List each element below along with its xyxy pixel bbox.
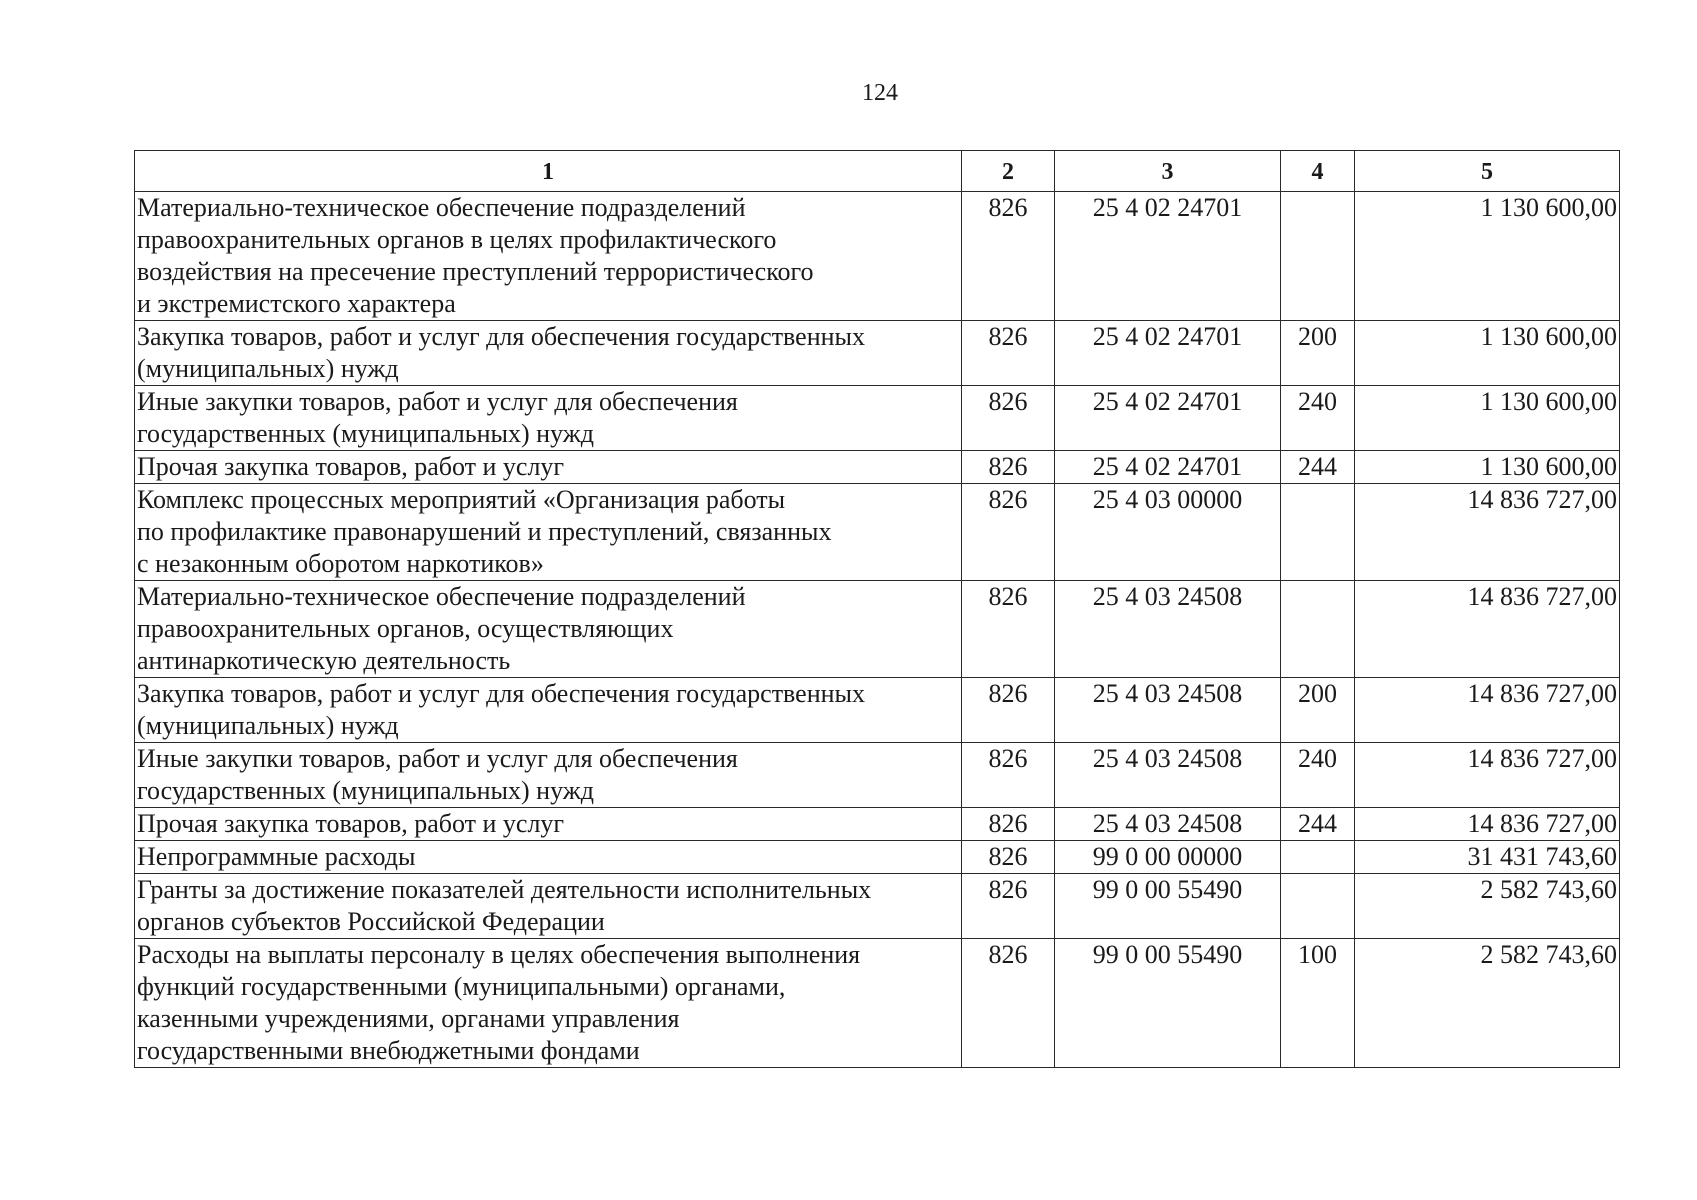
row-name: Гранты за достижение показателей деятельности исполнительных органов субъектов Российской Федерации (135, 874, 962, 939)
row-vr (1281, 581, 1355, 678)
row-name: Материально-техническое обеспечение подразделений правоохранительных органов, осуществляющих антинаркотическую деятельность (135, 581, 962, 678)
row-amount: 14 836 727,00 (1355, 808, 1620, 841)
row-csr: 25 4 02 24701 (1055, 451, 1281, 484)
row-grbs: 826 (962, 192, 1055, 321)
row-amount: 14 836 727,00 (1355, 484, 1620, 581)
row-vr: 244 (1281, 451, 1355, 484)
row-amount: 1 130 600,00 (1355, 386, 1620, 451)
row-csr: 99 0 00 00000 (1055, 841, 1281, 874)
row-grbs: 826 (962, 321, 1055, 386)
row-grbs: 826 (962, 939, 1055, 1068)
row-grbs: 826 (962, 678, 1055, 743)
row-csr: 25 4 02 24701 (1055, 192, 1281, 321)
table-row (135, 386, 1620, 451)
row-csr: 25 4 03 24508 (1055, 743, 1281, 808)
row-csr: 25 4 02 24701 (1055, 386, 1281, 451)
row-csr: 99 0 00 55490 (1055, 939, 1281, 1068)
row-grbs: 826 (962, 743, 1055, 808)
row-vr: 200 (1281, 321, 1355, 386)
header-col-2: 2 (962, 151, 1055, 192)
header-row (135, 151, 1620, 192)
row-csr: 25 4 02 24701 (1055, 321, 1281, 386)
row-name: Закупка товаров, работ и услуг для обеспечения государственных (муниципальных) нужд (135, 678, 962, 743)
header-col-3: 3 (1055, 151, 1281, 192)
row-name: Непрограммные расходы (135, 841, 962, 874)
row-grbs: 826 (962, 581, 1055, 678)
table-row (135, 581, 1620, 678)
row-csr: 25 4 03 24508 (1055, 678, 1281, 743)
row-csr: 99 0 00 55490 (1055, 874, 1281, 939)
row-grbs: 826 (962, 451, 1055, 484)
row-grbs: 826 (962, 874, 1055, 939)
table-row (135, 874, 1620, 939)
row-vr (1281, 841, 1355, 874)
row-vr (1281, 874, 1355, 939)
row-amount: 1 130 600,00 (1355, 451, 1620, 484)
row-vr (1281, 484, 1355, 581)
row-vr: 240 (1281, 743, 1355, 808)
header-col-4: 4 (1281, 151, 1355, 192)
page-number: 124 (862, 80, 898, 106)
table-row (135, 484, 1620, 581)
row-name: Иные закупки товаров, работ и услуг для обеспечения государственных (муниципальных) нужд (135, 386, 962, 451)
table-row (135, 192, 1620, 321)
row-name: Иные закупки товаров, работ и услуг для обеспечения государственных (муниципальных) нужд (135, 743, 962, 808)
row-csr: 25 4 03 24508 (1055, 581, 1281, 678)
row-name: Прочая закупка товаров, работ и услуг (135, 451, 962, 484)
header-col-1: 1 (135, 151, 962, 192)
header-col-5: 5 (1355, 151, 1620, 192)
row-vr: 240 (1281, 386, 1355, 451)
row-grbs: 826 (962, 808, 1055, 841)
row-amount: 14 836 727,00 (1355, 678, 1620, 743)
row-amount: 1 130 600,00 (1355, 321, 1620, 386)
row-vr: 200 (1281, 678, 1355, 743)
table-row (135, 939, 1620, 1068)
row-vr: 244 (1281, 808, 1355, 841)
table-row (135, 451, 1620, 484)
row-grbs: 826 (962, 484, 1055, 581)
row-grbs: 826 (962, 386, 1055, 451)
row-grbs: 826 (962, 841, 1055, 874)
row-amount: 14 836 727,00 (1355, 581, 1620, 678)
row-name: Материально-техническое обеспечение подразделений правоохранительных органов в целях профилактического воздействия на пресечение преступлений террористического и экстремистского характера (135, 192, 962, 321)
row-name: Закупка товаров, работ и услуг для обеспечения государственных (муниципальных) нужд (135, 321, 962, 386)
table-body (135, 192, 1620, 1068)
row-name: Комплекс процессных мероприятий «Организация работы по профилактике правонарушений и преступлений, связанных с незаконным оборотом наркотиков» (135, 484, 962, 581)
row-amount: 31 431 743,60 (1355, 841, 1620, 874)
row-amount: 2 582 743,60 (1355, 874, 1620, 939)
table-row (135, 841, 1620, 874)
row-amount: 1 130 600,00 (1355, 192, 1620, 321)
row-vr (1281, 192, 1355, 321)
table-row (135, 321, 1620, 386)
row-amount: 2 582 743,60 (1355, 939, 1620, 1068)
row-csr: 25 4 03 00000 (1055, 484, 1281, 581)
row-amount: 14 836 727,00 (1355, 743, 1620, 808)
row-name: Расходы на выплаты персоналу в целях обеспечения выполнения функций государственными (муниципальными) органами, казенными учреждениями, органами управления государственными внебюджетными фондами (135, 939, 962, 1068)
row-vr: 100 (1281, 939, 1355, 1068)
row-name: Прочая закупка товаров, работ и услуг (135, 808, 962, 841)
table-row (135, 808, 1620, 841)
table-row (135, 678, 1620, 743)
table-row (135, 743, 1620, 808)
row-csr: 25 4 03 24508 (1055, 808, 1281, 841)
budget-table (134, 150, 1620, 1068)
